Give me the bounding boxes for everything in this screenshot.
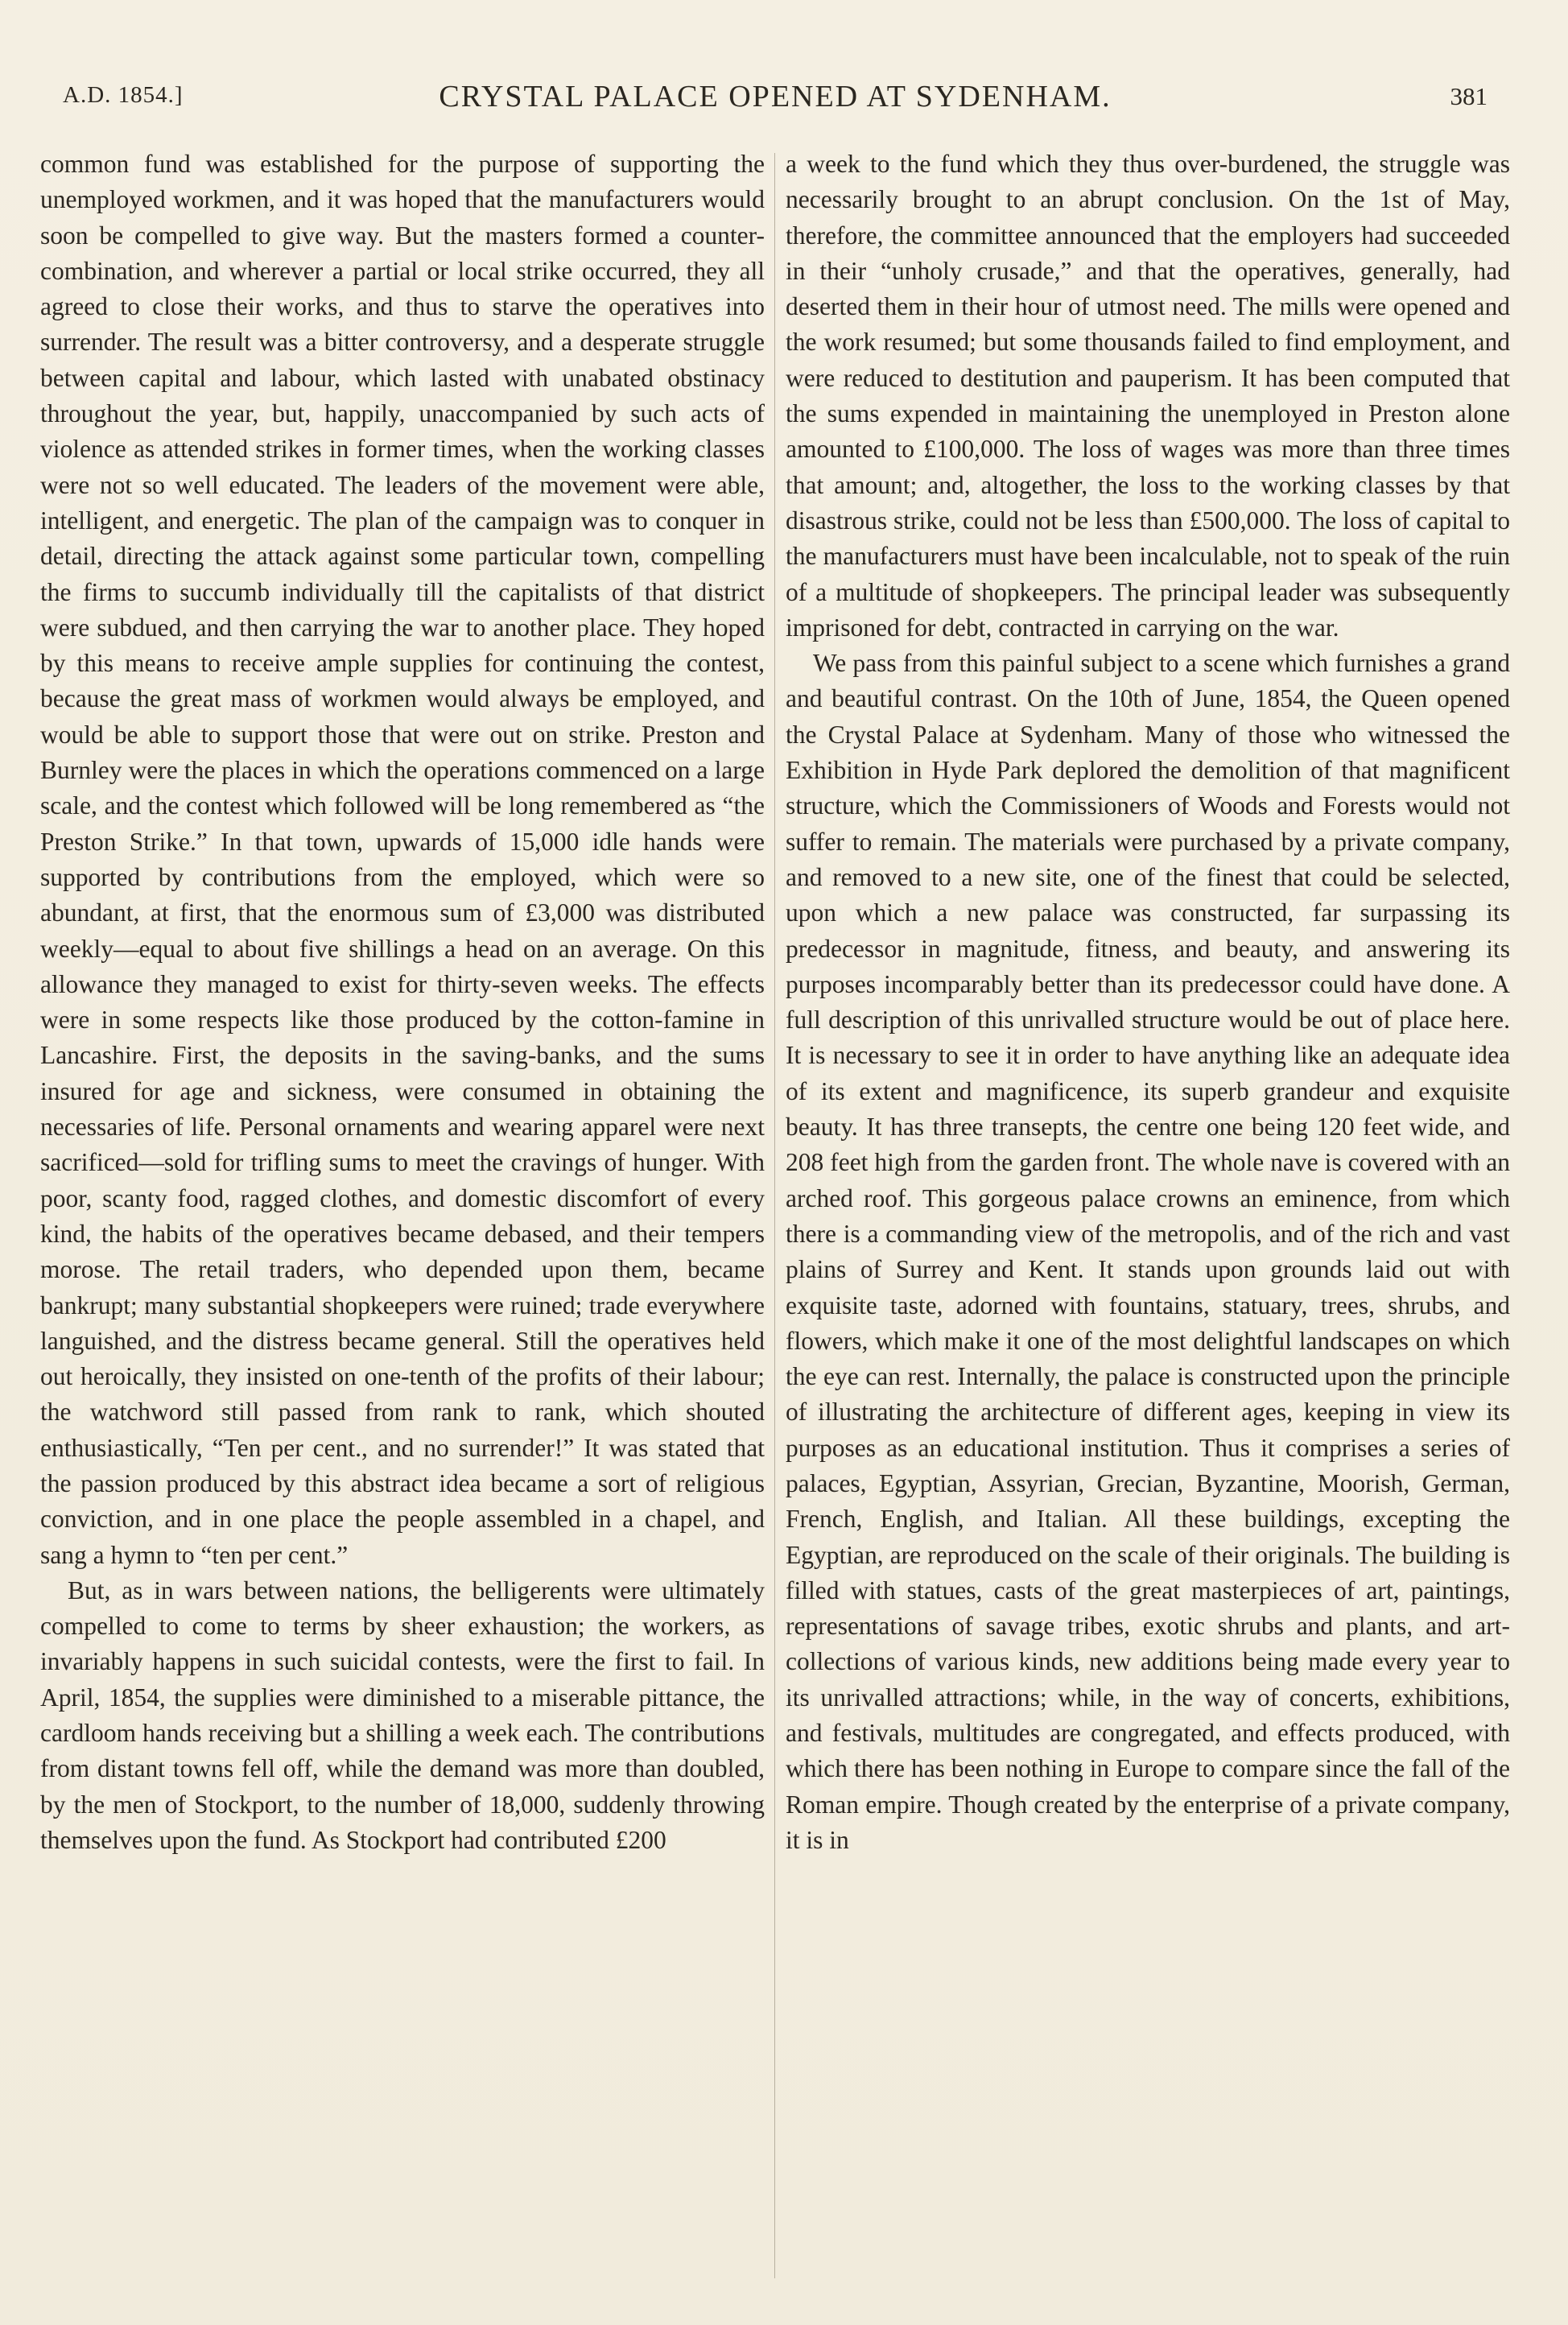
column-divider (774, 153, 775, 2278)
paragraph: We pass from this painful subject to a scene which furnishes a grand and beautiful contrast. On the 10th of June, 1854, the Queen opened the Crystal Palace at Sydenham. Many of those who witnessed the Exhibition in Hyde Park deplored the demolition of that magnificent structure, which the Commissioners of Woods and Forests would not suffer to remain. The materials were purchased by a private company, and removed to a new site, one of the finest that could be selected, upon which a new palace was constructed, far surpassing its predecessor in magnitude, fitness, and beauty, and answering its purposes incomparably better than its predecessor could have done. A full description of this unrivalled structure would be out of place here. It is necessary to see it in order to have anything like an adequate idea of its extent and magnificence, its superb grandeur and exquisite beauty. It has three transepts, the centre one being 120 feet wide, and 208 feet high from the garden front. The whole nave is covered with an arched roof. This gorgeous palace crowns an eminence, from which there is a commanding view of the metropolis, and of the rich and vast plains of Surrey and Kent. It stands upon grounds laid out with exquisite taste, adorned with fountains, statuary, trees, shrubs, and flowers, which make it one of the most delightful landscapes on which the eye can rest. Internally, the palace is constructed upon the principle of illustrating the architecture of different ages, keeping in view its purposes as an educational institution. Thus it comprises a series of palaces, Egyptian, Assyrian, Grecian, Byzantine, Moorish, German, French, English, and Italian. All these buildings, excepting the Egyptian, are reproduced on the scale of their originals. The building is filled with statues, casts of the great masterpieces of art, paintings, representations of savage tribes, exotic shrubs and plants, and art-collections of various kinds, new additions being made every year to its unrivalled attractions; while, in the way of concerts, exhibitions, and festivals, multitudes are congregated, and effects produced, with which there has been nothing in Europe to compare since the fall of the Roman empire. Though created by the enterprise of a private company, it is in (786, 649, 1510, 1854)
running-title: CRYSTAL PALACE OPENED AT SYDENHAM. (439, 80, 1112, 114)
left-column (40, 147, 765, 1858)
right-column (786, 147, 1510, 1858)
paragraph: common fund was established for the purpose of supporting the unemployed workmen, and it was hoped that the manufacturers would soon be compelled to give way. But the masters formed a counter-combination, and wherever a partial or local strike occurred, they all agreed to close their works, and thus to starve the operatives into surrender. The result was a bitter controversy, and a desperate struggle between capital and labour, which lasted with unabated obstinacy throughout the year, but, happily, unaccompanied by such acts of violence as attended strikes in former times, when the working classes were not so well educated. The leaders of the movement were able, intelligent, and energetic. The plan of the campaign was to conquer in detail, directing the attack against some particular town, compelling the firms to succumb individually till the capitalists of that district were subdued, and then carrying the war to another place. They hoped by this means to receive ample supplies for continuing the contest, because the great mass of workmen would always be employed, and would be able to support those that were out on strike. Preston and Burnley were the places in which the operations commenced on a large scale, and the contest which followed will be long remembered as “the Preston Strike.” In that town, upwards of 15,000 idle hands were supported by contributions from the employed, which were so abundant, at first, that the enormous sum of £3,000 was distributed weekly—equal to about five shillings a head on an average. On this allowance they managed to exist for thirty-seven weeks. The effects were in some respects like those produced by the cotton-famine in Lancashire. First, the deposits in the saving-banks, and the sums insured for age and sickness, were consumed in obtaining the necessaries of life. Personal ornaments and wearing apparel were next sacrificed—sold for trifling sums to meet the cravings of hunger. With poor, scanty food, ragged clothes, and domestic discomfort of every kind, the habits of the operatives became debased, and their tempers morose. The retail traders, who depended upon them, became bankrupt; many substantial shopkeepers were ruined; trade everywhere languished, and the distress became general. Still the operatives held out heroically, they insisted on one-tenth of the profits of their labour; the watchword still passed from rank to rank, which shouted enthusiastically, “Ten per cent., and no surrender!” It was stated that the passion produced by this abstract idea became a sort of religious conviction, and in one place the people assembled in a chapel, and sang a hymn to “ten per cent.” (40, 150, 765, 1569)
page-number: 381 (1450, 82, 1488, 110)
page-header (63, 79, 1488, 119)
paragraph: a week to the fund which they thus over-burdened, the struggle was necessarily brought to an abrupt conclusion. On the 1st of May, therefore, the committee announced that the employers had succeeded in their “unholy crusade,” and that the operatives, generally, had deserted them in their hour of utmost need. The mills were opened and the work resumed; but some thousands failed to find employment, and were reduced to destitution and pauperism. It has been computed that the sums expended in maintaining the unemployed in Preston alone amounted to £100,000. The loss of wages was more than three times that amount; and, altogether, the loss to the working classes by that disastrous strike, could not be less than £500,000. The loss of capital to the manufacturers must have been incalculable, not to speak of the ruin of a multitude of shopkeepers. The principal leader was subsequently imprisoned for debt, contracted in carrying on the war. (786, 150, 1510, 642)
paragraph: But, as in wars between nations, the belligerents were ultimately compelled to come to terms by sheer exhaustion; the workers, as invariably happens in such suicidal contests, were the first to fail. In April, 1854, the supplies were diminished to a miserable pittance, the cardloom hands receiving but a shilling a week each. The contributions from distant towns fell off, while the demand was more than doubled, by the men of Stockport, to the number of 18,000, suddenly throwing themselves upon the fund. As Stockport had contributed £200 (40, 1575, 765, 1854)
header-year: A.D. 1854.] (63, 82, 184, 108)
